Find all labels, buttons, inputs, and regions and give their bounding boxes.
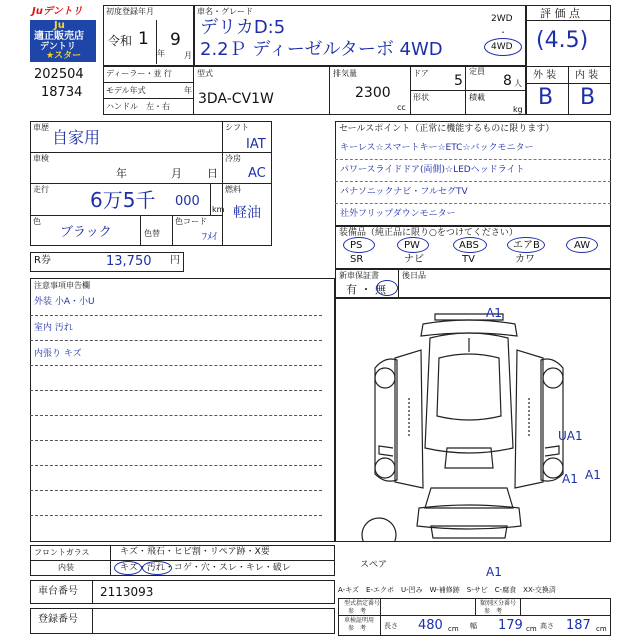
handle-label: ハンドル 左・右 (106, 102, 170, 111)
repaint-label: 色替 (144, 229, 160, 238)
shift-value: IAT (246, 137, 266, 152)
height-label: 高さ (540, 622, 554, 630)
class-no-label: 類別区分番号 (480, 600, 517, 607)
shaken-year-unit: 年 (116, 167, 127, 180)
displacement-label: 排気量 (333, 69, 357, 78)
equip-circle-airbag (507, 237, 545, 253)
mileage-label: 走行 (33, 185, 49, 194)
type-value: 3DA-CV1W (198, 91, 274, 107)
badge-line3: デントリ (40, 42, 76, 52)
mark-rear: A1 (486, 306, 502, 320)
warranty-circle (376, 280, 398, 296)
vehicle-name-label: 車名・グレード (197, 7, 253, 16)
type-label: 型式 (197, 69, 213, 78)
equip-circle-ps (343, 237, 375, 253)
registration-year: 1 (138, 29, 149, 49)
recycle-unit: 円 (170, 255, 180, 266)
warranty-label: 新車保証書 (339, 271, 379, 280)
shaken-day-unit: 日 (207, 167, 218, 180)
shape-label: 形状 (413, 93, 429, 102)
equip-pw: PW (404, 240, 420, 251)
fuel-value: 軽油 (233, 205, 261, 221)
vehicle-name: デリカD:5 (200, 17, 286, 38)
selling-points-label: セールスポイント（正常に機能するものに限ります） (339, 124, 555, 134)
evaluation-label: 評 価 点 (540, 7, 580, 20)
exterior-grade: B (538, 85, 554, 110)
capacity-value: 8 (503, 73, 512, 89)
drive-dot: ・ (499, 28, 507, 37)
dealer-badge (30, 20, 96, 62)
recycle-label: R券 (34, 255, 51, 266)
dims-sub: 参 考 (348, 625, 367, 632)
mark-right-fender: A1 (585, 468, 601, 482)
equip-navi: ナビ (404, 254, 424, 265)
badge-line4: ★スター (46, 51, 82, 61)
model-year-unit: 年 (184, 86, 192, 95)
load-label: 積載 (469, 93, 485, 102)
displacement-value: 2300 (355, 85, 391, 101)
later-items-label: 後日品 (402, 271, 426, 280)
interior-label: 内 装 (575, 70, 599, 81)
registration-month-unit: 月 (184, 51, 192, 60)
width-label: 幅 (470, 622, 477, 630)
type-no-label: 型式指定番号 (344, 600, 381, 607)
spare-label: スペア (360, 560, 388, 570)
exterior-label: 外 装 (533, 70, 557, 81)
registration-no-label: 登録番号 (38, 614, 78, 625)
note-line-1: 外装 小A・小U (34, 297, 95, 307)
drive-2wd: 2WD (491, 14, 513, 24)
mark-front: A1 (486, 565, 502, 579)
equip-leather: カワ (515, 254, 535, 265)
registration-era: 令和 (108, 34, 133, 48)
capacity-unit: 人 (514, 79, 522, 88)
interior-circle-dirt (142, 561, 172, 575)
shaken-label: 車検 (33, 154, 49, 163)
equip-circle-abs (453, 237, 487, 253)
doors-label: ドア (413, 69, 429, 78)
mileage-sub: 000 (175, 194, 200, 209)
notes-box (30, 278, 335, 542)
color-code-label: 色コード (175, 217, 207, 226)
selling-point-2: パワースライドドア(両側)☆LEDヘッドライト (340, 165, 525, 175)
width-value: 179 (498, 618, 523, 633)
note-line-2: 室内 汚れ (34, 323, 73, 333)
chassis-label: 車台番号 (38, 586, 78, 597)
dealer-number: 18734 (41, 85, 83, 100)
mark-right-door: UA1 (558, 429, 583, 443)
equip-tv: TV (462, 254, 475, 265)
load-unit: kg (513, 105, 523, 114)
selling-point-1: キーレス☆スマートキー☆ETC☆バックモニター (340, 143, 534, 153)
equip-ps: PS (350, 240, 363, 251)
note-line-3: 内張り キズ (34, 349, 82, 359)
aircon-label: 冷房 (225, 154, 241, 163)
notes-label: 注意事項申告欄 (34, 281, 90, 290)
model-year-label: モデル年式 (106, 86, 146, 95)
height-unit: cm (596, 625, 607, 633)
selling-point-4: 社外フリップダウンモニター (340, 209, 456, 219)
interior-cond-label: 内装 (58, 563, 74, 572)
mileage-unit: km (212, 205, 225, 214)
type-no-sub: 参 考 (348, 608, 367, 615)
usage-value: 自家用 (52, 128, 101, 147)
fuel-label: 燃料 (225, 185, 241, 194)
length-label: 長さ (384, 622, 398, 630)
shaken-month-unit: 月 (171, 167, 182, 180)
interior-cond-value: キズ・汚れ・コゲ・穴・スレ・キレ・破レ (120, 563, 291, 573)
equipment-label: 装備品（純正品に限り○をつけてください） (339, 228, 518, 238)
capacity-label: 定員 (469, 67, 485, 76)
equip-abs: ABS (459, 240, 479, 251)
car-diagram (335, 298, 611, 542)
equip-airbag: エアB (513, 240, 540, 251)
front-glass-value: キズ・飛石・ヒビ割・リペア跡・X要 (120, 547, 270, 557)
registration-year-unit: 年 (157, 49, 165, 58)
doors-value: 5 (454, 73, 463, 89)
recycle-value: 13,750 (106, 254, 152, 269)
equip-circle-pw (397, 237, 429, 253)
interior-circle-scratch (114, 561, 142, 575)
aircon-value: AC (248, 166, 266, 181)
drive-4wd-circle (484, 38, 522, 56)
length-value: 480 (418, 618, 443, 633)
vehicle-grade: 2.2Ｐ ディーゼルターボ 4WD (200, 39, 443, 60)
evaluation-score: (4.5) (536, 28, 589, 53)
height-value: 187 (566, 618, 591, 633)
width-unit: cm (526, 625, 537, 633)
chassis-value: 2113093 (100, 585, 154, 599)
damage-legend: A-キズ E-エクボ U-凹み W-補修跡 S-サビ C-腐食 XX-交換済 (338, 586, 556, 594)
front-glass-label: フロントガラス (34, 548, 90, 557)
selling-point-3: パナソニックナビ・フルセグTV (340, 187, 468, 197)
brand-name: Juデントリ (32, 6, 83, 17)
badge-ju: Ju (54, 20, 65, 31)
dealer-import-label: ディーラー・並 行 (106, 69, 172, 78)
brand-logo (30, 5, 96, 19)
dealer-code: 202504 (34, 67, 84, 82)
equip-sr: SR (350, 254, 364, 265)
length-unit: cm (448, 625, 459, 633)
mileage-value: 6万5千 (90, 188, 156, 212)
shift-label: シフト (225, 123, 249, 132)
warranty-value: 有 ・ 無 (346, 283, 386, 296)
usage-label: 車歴 (33, 123, 49, 132)
color-code-value: ﾌﾒｲ (202, 232, 217, 243)
registration-month: 9 (170, 30, 181, 50)
class-no-sub: 参 考 (484, 608, 503, 615)
equip-circle-aw (566, 237, 598, 253)
equip-aw: AW (574, 240, 591, 251)
mark-right-front: A1 (562, 472, 578, 486)
color-label: 色 (33, 217, 41, 226)
displacement-unit: cc (397, 103, 406, 112)
registration-label: 初度登録年月 (106, 7, 154, 16)
dims-label: 車検証明用 (344, 617, 375, 624)
interior-grade: B (580, 85, 596, 110)
badge-line2: 適正販売店 (34, 31, 84, 42)
color-value: ブラック (60, 225, 112, 240)
drive-4wd: 4WD (491, 42, 513, 52)
